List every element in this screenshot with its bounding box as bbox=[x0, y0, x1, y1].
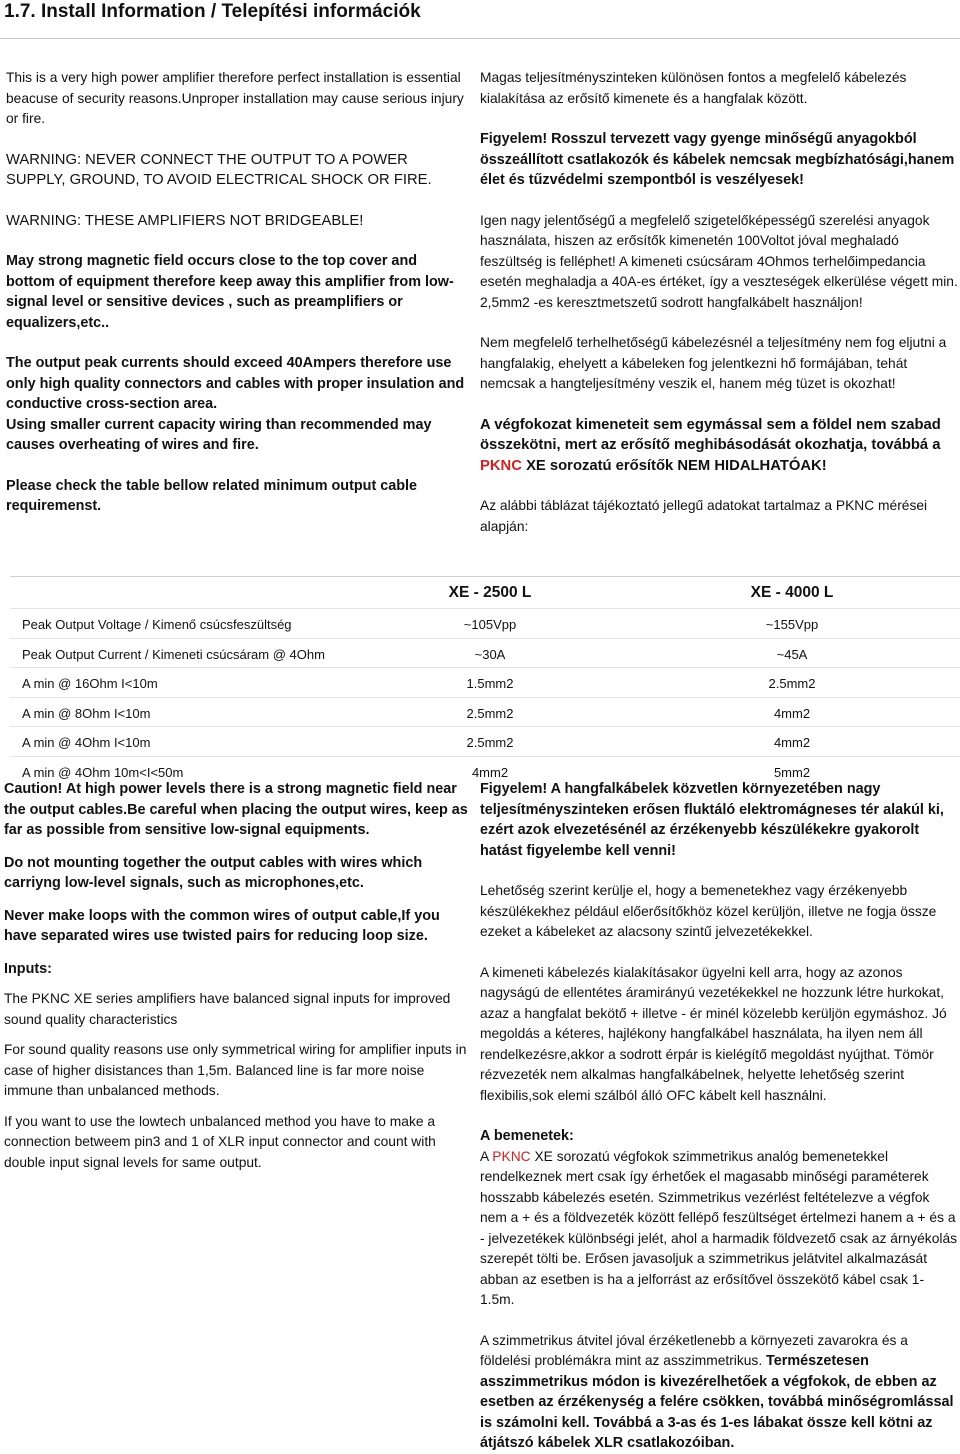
cell-xe2500: 2.5mm2 bbox=[466, 705, 514, 721]
table-row bbox=[10, 668, 960, 698]
loops-text: Never make loops with the common wires of output cable,If you have separated wires use twisted pairs for reducing loop size. bbox=[4, 907, 440, 944]
cell-xe2500: 4mm2 bbox=[471, 764, 509, 780]
row-label: A min @ 4Ohm I<10m bbox=[22, 735, 151, 750]
cell-xe4000: 4mm2 bbox=[773, 705, 811, 721]
hu-insulation-text: Igen nagy jelentőségű a megfelelő szigetelőképességű szerelési anyagok használata, hiszen az erősítők kimenetén 100Voltot jóval meghaladó feszültség is felléphet! A kimeneti csúcsáram 4Ohmos terhelőimpedancia esetén meghaladja a 40A-es értéket, így a veszteségek elkerülése végett min. 2,5mm2 -es keresztmetszetű sodrott hangfalkábelt használjon! bbox=[480, 212, 958, 310]
table-row bbox=[10, 727, 960, 757]
do-not-mount-text: Do not mounting together the output cables with wires which carriyng low-level signals, such as microphones,etc. bbox=[4, 854, 423, 891]
caution-text: Caution! At high power levels there is a strong magnetic field near the output cables.Be careful when placing the output wires, keep as far as possible from sensitive low-signal equipments. bbox=[4, 781, 468, 838]
inputs-balanced-text: The PKNC XE series amplifiers have balanced signal inputs for improved sound quality characteristics bbox=[4, 991, 451, 1027]
hu-load-text: Nem megfelelő terhelhetőségű kábelezésnél a teljesítmény nem fog eljutni a hangfalakig, ehelyett a kábeleken fog jelentkezni hő formájában, tehát nemcsak a hangteljesítmény veszik el, hanem még tüzet is okozhat! bbox=[480, 335, 947, 391]
section-title: 1.7. Install Information / Telepítési információk bbox=[4, 1, 421, 22]
cell-xe4000: ~155Vpp bbox=[765, 617, 819, 632]
hu-figyelem2-text: Figyelem! A hangfalkábelek közvetlen környezetében nagy teljesítményszinteken erősen fluktáló elektromágneses tér alakúl ki, ezért azok elvezetésénél az érzékenyebb készülékekre gyakorolt hatást figyelembe kell venni! bbox=[480, 781, 944, 859]
warning-output-text: WARNING: NEVER CONNECT THE OUTPUT TO A POWER SUPPLY, GROUND, TO AVOID ELECTRICAL SHOCK OR FIRE. bbox=[6, 151, 432, 188]
intro-text: This is a very high power amplifier therefore perfect installation is essential beacuse of security reasons.Unproper installation may cause serious injury or fire. bbox=[6, 70, 464, 126]
magnetic-field-text: May strong magnetic field occurs close to the top cover and bottom of equipment therefore keep away this amplifier from low-signal level or sensitive devices , such as preamplifiers or equalizers,etc.. bbox=[6, 253, 454, 331]
warning-bridge-text: WARNING: THESE AMPLIFIERS NOT BRIDGEABLE! bbox=[6, 212, 364, 229]
brand-pknc: PKNC bbox=[492, 1148, 531, 1164]
inputs-unbalanced-text: If you want to use the lowtech unbalanced method you have to make a connection betweem pin3 and 1 of XLR input connector and count with double input signal levels for same output. bbox=[4, 1113, 436, 1170]
title-divider bbox=[0, 38, 960, 39]
cable-table bbox=[10, 576, 960, 785]
hu-loops-text: A kimeneti kábelezés kialakításakor ügyelni kell arra, hogy az azonos nagyságú de ellentétes áramirányú vezetékekkel ne hozzunk létre hurkokat, azaz a hangfalat bekötő + illetve - ér minél közelebb kerüljön egymáshoz. Jó megoldás a kéteres, hajlékony hangfalkábel használata, ha ilyen nem áll rendelkezésre,akkor a sodrott érpár is kielégítő megoldást nyújthat. Tömör rézvezeték nem alkalmas hangfalkábelnek, helyette lehetőség szerint flexibilis,sok elemi szálból álló OFC kábelt kell használni. bbox=[480, 964, 947, 1103]
brand-pknc: PKNC bbox=[480, 457, 522, 474]
smaller-wiring-text: Using smaller current capacity wiring than recommended may causes overheating of wires and fire. bbox=[6, 416, 432, 453]
cell-xe2500: 2.5mm2 bbox=[466, 735, 514, 750]
right-bottom-column bbox=[480, 779, 958, 1454]
left-top-column bbox=[6, 68, 468, 517]
cell-xe4000: 2.5mm2 bbox=[768, 676, 816, 691]
hu-intro-text: Magas teljesítményszinteken különösen fontos a megfelelő kábelezés kialakítása az erősítő kimenete és a hangfalak között. bbox=[480, 70, 907, 106]
cell-xe4000: 5mm2 bbox=[773, 764, 811, 780]
table-row bbox=[10, 639, 960, 669]
row-label: A min @ 8Ohm I<10m bbox=[22, 705, 151, 721]
hu-inputs-heading: A bemenetek: bbox=[480, 1128, 574, 1144]
cell-xe4000: 4mm2 bbox=[773, 735, 811, 750]
row-label: Peak Output Voltage / Kimenő csúcsfeszültség bbox=[22, 617, 292, 632]
cell-xe2500: ~105Vpp bbox=[463, 617, 517, 632]
hu-symmetric-text: A szimmetrikus átvitel jóval érzéketlenebb a környezeti zavarokra és a földelési problémákra mint az asszimmetrikus. Természetesen asszimmetrikus módon is kivezérelhetőek a végfokok, de ebben az esetben az érzékenység a felére csökken, továbbá minőségromlással is számolni kell. Továbbá a 3-as és 1-es lábakat össze kell kötni az átjátszó kábelek XLR csatlakozóiban. bbox=[480, 1332, 954, 1451]
right-top-column bbox=[480, 68, 958, 537]
header-xe4000: XE - 4000 L bbox=[750, 584, 834, 601]
row-label: A min @ 4Ohm 10m<I<50m bbox=[22, 764, 184, 780]
row-label: A min @ 16Ohm I<10m bbox=[22, 676, 158, 691]
hu-table-intro-text: Az alábbi táblázat tájékoztató jellegű adatokat tartalmaz a PKNC mérései alapján: bbox=[480, 498, 928, 534]
hu-not-bridgeable-text: A végfokozat kimeneteit sem egymással sem a földel nem szabad összekötni, mert az erősítő meghibásodását okozhatja, továbbá a PKNC XE sorozatú erősítők NEM HIDALHATÓAK! bbox=[480, 416, 941, 474]
header-xe2500: XE - 2500 L bbox=[448, 584, 532, 601]
hu-inputs-text: A PKNC XE sorozatú végfokok szimmetrikus analóg bemenetekkel rendelkeznek mert csak így érhetőek el magasabb minőségi paraméterek hosszabb kábelezés esetén. Szimmetrikus vezérlést feltételezve a végfok nem a + és a földvezeték között fellépő feszültséget értelmezi hanem a + és a - jelvezetékek különbségi jelét, ahol a harmadik földvezető csak az árnyékolás szerepét tölti be. Erősen javasoljuk a szimmetrikus jelátvitel alkalmazását abban az esetben is ha a jelforrást az erősítővel összekötő kábel csak 1-1.5m. bbox=[480, 1148, 958, 1307]
cell-xe4000: ~45A bbox=[776, 646, 808, 662]
inputs-heading: Inputs: bbox=[4, 960, 52, 977]
left-bottom-column bbox=[4, 779, 472, 1173]
row-label: Peak Output Current / Kimeneti csúcsáram @ 4Ohm bbox=[22, 646, 325, 662]
cell-xe2500: 1.5mm2 bbox=[466, 676, 514, 691]
check-table-text: Please check the table bellow related minimum output cable requiremenst. bbox=[6, 477, 418, 514]
table-header-row bbox=[10, 576, 960, 609]
peak-current-text: The output peak currents should exceed 40Ampers therefore use only high quality connectors and cables with proper insulation and conductive cross-section area. bbox=[6, 355, 465, 412]
hu-figyelem-text: Figyelem! Rosszul tervezett vagy gyenge minőségű anyagokból összeállított csatlakozók és kábelek nemcsak megbízhatósági,hanem élet és tűzvédelmi szempontból is veszélyesek! bbox=[480, 131, 955, 188]
hu-avoid-text: Lehetőség szerint kerülje el, hogy a bemenetekhez vagy érzékenyebb készülékekhez például előerősítőkhöz közel kerüljön, illetve ne fogja össze ezeket a kábeleket az alacsony szintű jelvezetékekkel. bbox=[480, 883, 937, 939]
cell-xe2500: ~30A bbox=[474, 646, 506, 662]
inputs-symmetrical-text: For sound quality reasons use only symmetrical wiring for amplifier inputs in case of higher disistances than 1,5m. Balanced line is far more noise immune than unbalanced methods. bbox=[4, 1042, 467, 1098]
table-row bbox=[10, 698, 960, 728]
table-row bbox=[10, 609, 960, 639]
